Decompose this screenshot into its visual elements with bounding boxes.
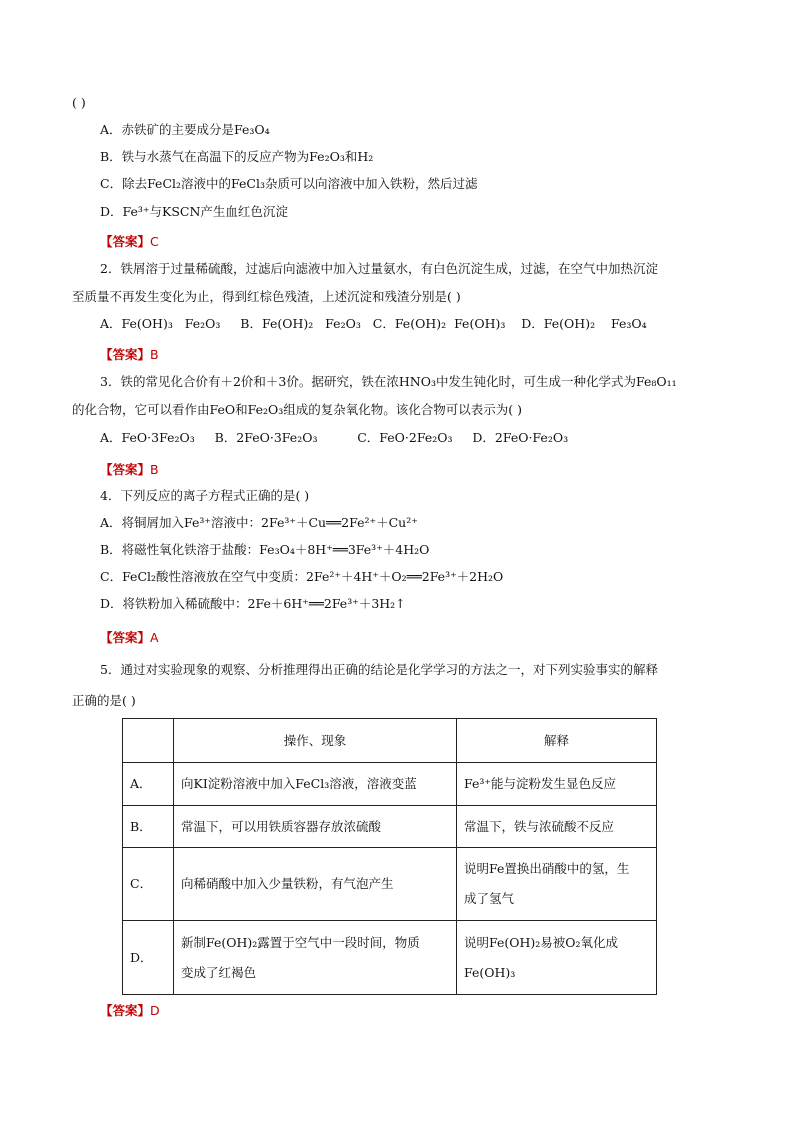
table-header-cell: 解释 (457, 719, 657, 763)
operation-cell (174, 921, 457, 995)
operation-line: 变成了红褐色 (181, 964, 257, 980)
q1-option-b: B．铁与水蒸气在高温下的反应产物为Fe₂O₃和H₂ (100, 149, 374, 164)
row-label: B． (123, 806, 174, 848)
table-header-cell (123, 719, 174, 763)
q4-option-b: B．将磁性氧化铁溶于盐酸：Fe₃O₄＋8H⁺══3Fe³⁺＋4H₂O (100, 542, 430, 557)
q4-option-d: D．将铁粉加入稀硫酸中：2Fe＋6H⁺══2Fe³⁺＋3H₂↑ (100, 596, 406, 611)
explanation-line: Fe(OH)₃ (464, 964, 516, 980)
q3-answer-value: B (150, 462, 159, 477)
q2-stem-line2: 至质量不再发生变化为止，得到红棕色残渣，上述沉淀和残渣分别是( ) (72, 289, 461, 304)
q1-option-c: C．除去FeCl₂溶液中的FeCl₃杂质可以向溶液中加入铁粉，然后过滤 (100, 176, 478, 191)
q5-answer-value: D (150, 1003, 160, 1018)
q3-stem-line2: 的化合物，它可以看作由FeO和Fe₂O₃组成的复杂氧化物。该化合物可以表示为( ) (72, 402, 523, 417)
explanation-line: 说明Fe(OH)₂易被O₂氧化成 (464, 934, 619, 950)
explanation-line: 说明Fe置换出硝酸中的氢，生 (464, 861, 630, 876)
table-row (123, 806, 657, 848)
q4-option-a: A．将铜屑加入Fe³⁺溶液中：2Fe³⁺＋Cu══2Fe²⁺＋Cu²⁺ (100, 515, 418, 530)
q4-answer: 【答案】A (100, 630, 159, 645)
q5-table (122, 718, 657, 995)
q2-options: A．Fe(OH)₃ Fe₂O₃ B．Fe(OH)₂ Fe₂O₃ C．Fe(OH)₂ Fe(OH)₃ D．Fe(OH)₂ Fe₃O₄ (100, 316, 647, 331)
explanation-cell (457, 848, 657, 921)
q1-answer: 【答案】C (100, 234, 159, 249)
q3-answer: 【答案】B (100, 462, 159, 477)
q4-stem: 4．下列反应的离子方程式正确的是( ) (100, 488, 310, 503)
q2-answer-value: B (150, 347, 159, 362)
row-label: A． (123, 763, 174, 806)
operation-cell: 向KI淀粉溶液中加入FeCl₃溶液，溶液变蓝 (174, 763, 457, 806)
q1-option-d: D．Fe³⁺与KSCN产生血红色沉淀 (100, 204, 288, 219)
q5-stem-line1: 5．通过对实验现象的观察、分析推理得出正确的结论是化学学习的方法之一，对下列实验事实的解释 (100, 662, 658, 677)
table-row (123, 848, 657, 921)
q2-answer: 【答案】B (100, 347, 159, 362)
q1-option-a: A．赤铁矿的主要成分是Fe₃O₄ (100, 122, 270, 137)
table-header-row (123, 719, 657, 763)
row-label: C． (123, 848, 174, 921)
explanation-cell (457, 921, 657, 995)
operation-cell: 常温下，可以用铁质容器存放浓硫酸 (174, 806, 457, 848)
q4-answer-value: A (150, 630, 159, 645)
table-row (123, 921, 657, 995)
row-label: D． (123, 921, 174, 995)
explanation-cell: 常温下，铁与浓硫酸不反应 (457, 806, 657, 848)
table-row (123, 763, 657, 806)
q1-stem-tail: ( ) (72, 95, 86, 110)
q5-answer: 【答案】D (100, 1003, 160, 1018)
table-header-cell: 操作、现象 (174, 719, 457, 763)
operation-line: 新制Fe(OH)₂露置于空气中一段时间，物质 (181, 934, 420, 950)
explanation-cell: Fe³⁺能与淀粉发生显色反应 (457, 763, 657, 806)
explanation-line: 成了氢气 (464, 891, 515, 906)
q3-options: A．FeO·3Fe₂O₃ B．2FeO·3Fe₂O₃ C．FeO·2Fe₂O₃ D．2FeO·Fe₂O₃ (100, 430, 569, 445)
q4-option-c: C．FeCl₂酸性溶液放在空气中变质：2Fe²⁺＋4H⁺＋O₂══2Fe³⁺＋2H₂O (100, 569, 504, 584)
operation-cell: 向稀硝酸中加入少量铁粉，有气泡产生 (174, 848, 457, 921)
q5-stem-line2: 正确的是( ) (72, 693, 136, 708)
q1-answer-value: C (150, 234, 159, 249)
q2-stem-line1: 2．铁屑溶于过量稀硫酸，过滤后向滤液中加入过量氨水，有白色沉淀生成，过滤，在空气中加热沉淀 (100, 261, 658, 276)
q3-stem-line1: 3．铁的常见化合价有＋2价和＋3价。据研究，铁在浓HNO₃中发生钝化时，可生成一种化学式为Fe₈O₁₁ (100, 374, 677, 389)
